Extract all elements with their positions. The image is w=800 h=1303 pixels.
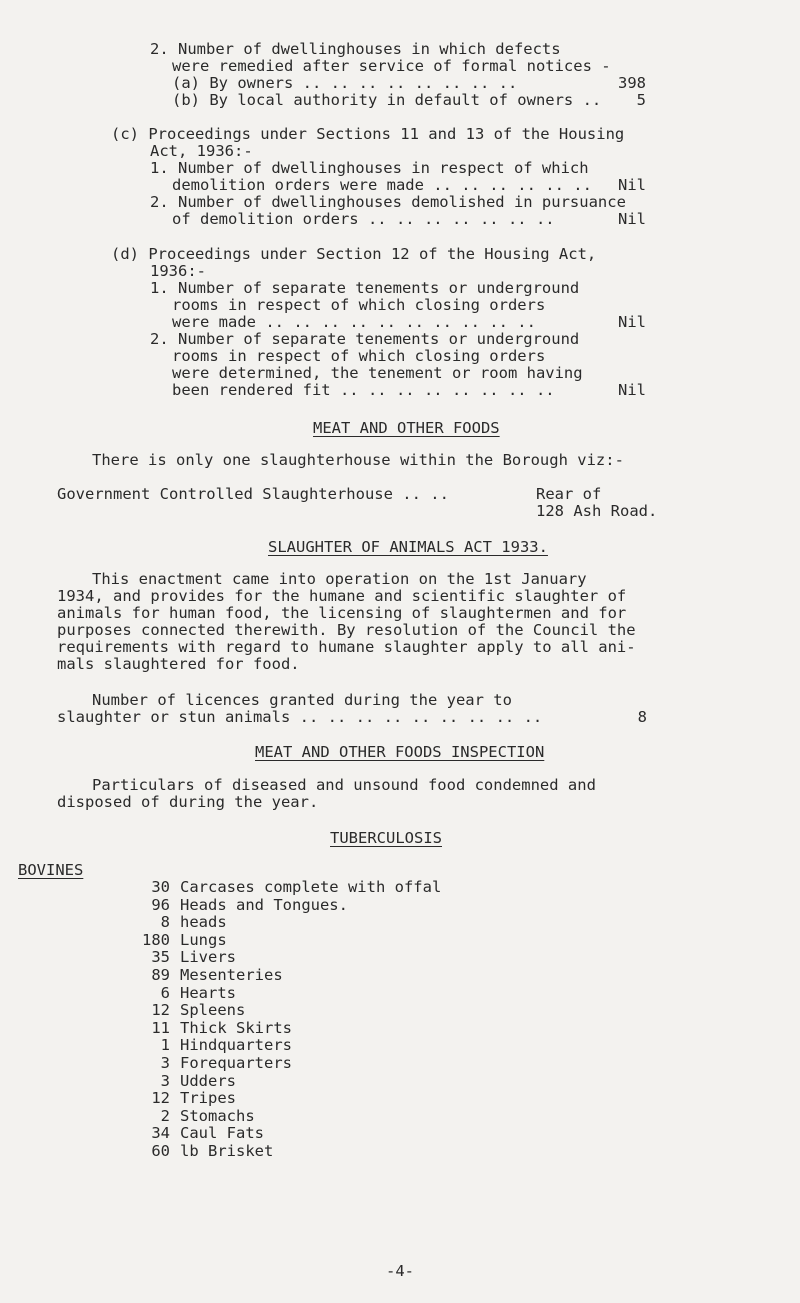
- list-item: [120, 948, 236, 966]
- list-item: [120, 1124, 264, 1142]
- section-b-row-b: [172, 91, 646, 109]
- item-description: Thick Skirts: [180, 1018, 292, 1037]
- item-description: Livers: [180, 948, 236, 967]
- row-a-label: (a) By owners: [172, 74, 294, 92]
- row-b-label: (b) By local authority in default of owners ..: [172, 91, 602, 109]
- meat-intro: There is only one slaughterhouse within the Borough viz:-: [92, 451, 624, 469]
- slaughter-para-line5: requirements with regard to humane slaughter apply to all ani-: [57, 638, 636, 656]
- page-number: -4-: [386, 1262, 414, 1280]
- section-d-item1-line2: rooms in respect of which closing orders: [172, 296, 546, 314]
- slaughter-para-line2: 1934, and provides for the humane and scientific slaughter of: [57, 587, 627, 605]
- item-description: Spleens: [180, 1001, 246, 1020]
- section-d-item1-line1: 1. Number of separate tenements or underground: [150, 279, 580, 297]
- item-description: Hearts: [180, 983, 236, 1002]
- c-item1-dots: .. .. .. .. .. ..: [423, 176, 592, 194]
- slaughter-act-heading: SLAUGHTER OF ANIMALS ACT 1933.: [268, 538, 548, 556]
- c-item1-value: Nil: [618, 176, 646, 194]
- d-item2-line4: been rendered fit: [172, 381, 331, 399]
- section-b-item2-line2: were remedied after service of formal notices -: [172, 57, 611, 75]
- list-item: [120, 1107, 255, 1125]
- d-item1-value: Nil: [618, 313, 646, 331]
- slaughterhouse-loc1: Rear of: [536, 485, 602, 503]
- list-item: [120, 931, 227, 949]
- item-quantity: 60: [151, 1142, 170, 1160]
- row-a-value: 398: [618, 74, 646, 92]
- item-quantity: 8: [160, 913, 170, 932]
- list-item: [120, 1019, 292, 1037]
- item-description: Hindquarters: [180, 1036, 292, 1055]
- item-quantity: 34: [151, 1124, 170, 1143]
- item-description: Heads and Tongues.: [180, 895, 348, 914]
- slaughter-para-line6: mals slaughtered for food.: [57, 655, 300, 673]
- section-b-item2-line1: 2. Number of dwellinghouses in which defects: [150, 40, 561, 58]
- inspection-heading: MEAT AND OTHER FOODS INSPECTION: [255, 743, 545, 761]
- list-item: [120, 878, 441, 896]
- section-d-item1-row: [172, 313, 646, 331]
- d-item1-line3: were made: [172, 313, 256, 331]
- item-description: Lungs: [180, 930, 227, 949]
- list-item: [120, 1001, 245, 1019]
- row-b-value: 5: [636, 91, 646, 109]
- c-item2-dots: .. .. .. .. .. .. ..: [358, 210, 555, 228]
- section-b-row-a: [172, 74, 646, 92]
- section-c-item1-line1: 1. Number of dwellinghouses in respect of which: [150, 159, 589, 177]
- section-d-item2-line3: were determined, the tenement or room having: [172, 364, 583, 382]
- c-item2-value: Nil: [618, 210, 646, 228]
- item-quantity: 2: [160, 1106, 170, 1125]
- d-item2-value: Nil: [618, 381, 646, 399]
- item-quantity: 12: [151, 1001, 170, 1020]
- item-quantity: 89: [151, 966, 170, 984]
- section-c-item2-line1: 2. Number of dwellinghouses demolished in pursuance: [150, 193, 626, 211]
- item-description: heads: [180, 913, 227, 932]
- bovines-category: BOVINES: [18, 861, 84, 879]
- inspection-para-line2: disposed of during the year.: [57, 793, 319, 811]
- c-item1-line2: demolition orders were made: [172, 176, 424, 194]
- item-quantity: 1: [160, 1036, 170, 1055]
- list-item: [120, 966, 283, 984]
- section-c-heading-line2: Act, 1936:-: [150, 142, 253, 160]
- item-quantity: 3: [160, 1071, 170, 1090]
- section-d-item2-row: [172, 381, 646, 399]
- section-c-item1-row: [172, 176, 646, 194]
- list-item: [120, 1142, 273, 1160]
- item-quantity: 11: [151, 1018, 170, 1037]
- item-quantity: 6: [160, 983, 170, 1002]
- section-d-heading-line1: (d) Proceedings under Section 12 of the Housing Act,: [111, 245, 597, 263]
- row-a-dots: .. .. .. .. .. .. .. ..: [293, 74, 518, 92]
- list-item: [120, 1089, 236, 1107]
- tuberculosis-heading: TUBERCULOSIS: [330, 829, 442, 847]
- c-item2-line2: of demolition orders: [172, 210, 359, 228]
- list-item: [120, 1072, 236, 1090]
- list-item: [120, 984, 236, 1002]
- item-quantity: 12: [151, 1089, 170, 1108]
- slaughter-para-line3: animals for human food, the licensing of slaughtermen and for: [57, 604, 627, 622]
- item-quantity: 30: [151, 878, 170, 896]
- item-description: Caul Fats: [180, 1124, 264, 1143]
- section-d-heading-line2: 1936:-: [150, 262, 206, 280]
- item-quantity: 3: [160, 1054, 170, 1072]
- item-quantity: 96: [151, 895, 170, 914]
- meat-other-foods-heading: MEAT AND OTHER FOODS: [313, 419, 500, 437]
- licences-value: 8: [637, 708, 647, 726]
- licences-line2: slaughter or stun animals: [57, 708, 291, 726]
- list-item: [120, 1036, 292, 1054]
- section-d-item2-line2: rooms in respect of which closing orders: [172, 347, 546, 365]
- item-description: Udders: [180, 1071, 236, 1090]
- item-description: Tripes: [180, 1089, 236, 1108]
- list-item: [120, 1054, 292, 1072]
- slaughter-para-line1: This enactment came into operation on the 1st January: [92, 570, 587, 588]
- slaughterhouse-label: Government Controlled Slaughterhouse .. ..: [57, 485, 449, 503]
- section-c-item2-row: [172, 210, 646, 228]
- item-description: lb Brisket: [180, 1142, 274, 1160]
- item-description: Forequarters: [180, 1054, 292, 1072]
- slaughter-para-line4: purposes connected therewith. By resolution of the Council the: [57, 621, 636, 639]
- item-description: Stomachs: [180, 1106, 255, 1125]
- licences-row: [57, 708, 647, 726]
- d-item2-dots: .. .. .. .. .. .. .. ..: [330, 381, 555, 399]
- item-quantity: 180: [142, 930, 170, 949]
- item-description: Mesenteries: [180, 966, 283, 984]
- inspection-para-line1: Particulars of diseased and unsound food condemned and: [92, 776, 596, 794]
- item-quantity: 35: [151, 948, 170, 967]
- item-description: Carcases complete with offal: [180, 878, 442, 896]
- licences-dots: .. .. .. .. .. .. .. .. ..: [290, 708, 543, 726]
- d-item1-dots: .. .. .. .. .. .. .. .. .. ..: [256, 313, 536, 331]
- list-item: [120, 896, 348, 914]
- licences-line1: Number of licences granted during the year to: [92, 691, 512, 709]
- section-c-heading-line1: (c) Proceedings under Sections 11 and 13 of the Housing: [111, 125, 625, 143]
- list-item: [120, 913, 227, 931]
- section-d-item2-line1: 2. Number of separate tenements or underground: [150, 330, 580, 348]
- slaughterhouse-loc2: 128 Ash Road.: [536, 502, 658, 520]
